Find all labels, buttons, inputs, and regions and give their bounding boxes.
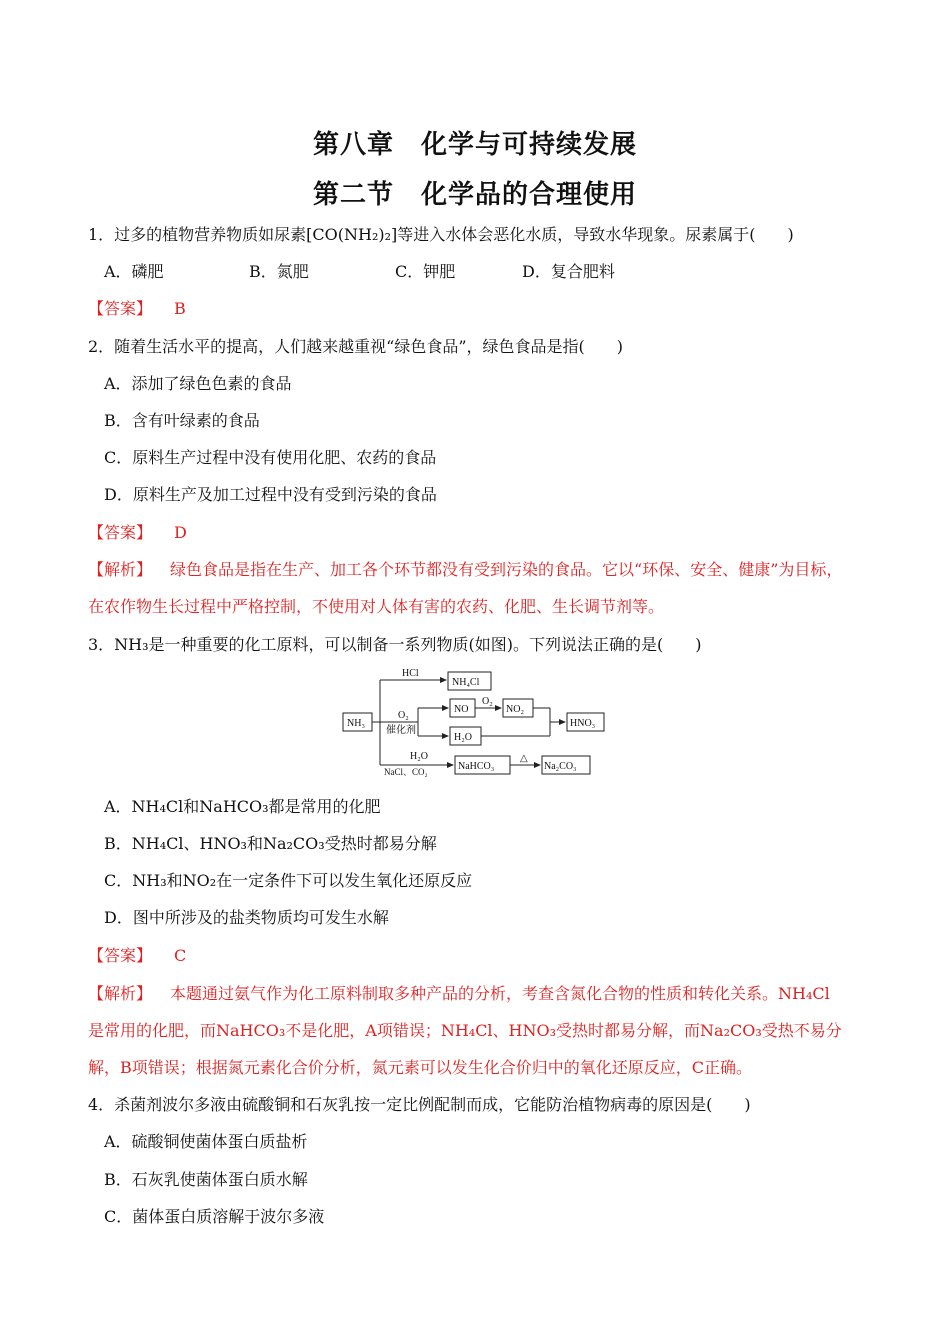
answer-value: C [174,946,187,965]
q3-explanation-line1 [88,983,878,1005]
explain-label: 【解析】 [88,560,153,579]
explain-text: 本题通过氨气作为化工原料制取多种产品的分析，考查含氮化合物的性质和转化关系。NH₄Cl [170,984,830,1003]
answer-label: 【答案】 [88,946,153,965]
q3-answer [88,945,186,967]
q1-option-c: C．钾肥 [395,262,456,281]
q3-option-a: A．NH₄Cl和NaHCO₃都是常用的化肥 [104,797,381,816]
hno3-label: HNO₃ [570,718,596,729]
q3-option-b: B．NH₄Cl、HNO₃和Na₂CO₃受热时都易分解 [104,834,437,853]
o2-label: O₂ [398,710,409,721]
answer-label: 【答案】 [88,299,153,318]
q2-option-c: C．原料生产过程中没有使用化肥、农药的食品 [104,448,437,467]
q3-explanation-line3: 解，B项错误；根据氮元素化合价分析，氮元素可以发生化合价归中的氧化还原反应，C正确。 [88,1058,753,1077]
nacl-co2-label: NaCl、CO₂ [384,767,428,777]
catalyst-label: 催化剂 [386,725,416,736]
answer-label: 【答案】 [88,523,153,542]
nh3-label: NH₃ [347,718,365,729]
q2-option-a: A．添加了绿色色素的食品 [104,374,292,393]
q2-option-b: B．含有叶绿素的食品 [104,411,260,430]
q1-answer [88,298,186,320]
answer-value: B [174,299,186,318]
q1-stem: 1．过多的植物营养物质如尿素[CO(NH₂)₂]等进入水体会恶化水质，导致水华现象。尿素属于( ) [88,225,794,244]
section-title: 第二节 化学品的合理使用 [312,180,637,210]
hcl-label: HCl [402,668,419,679]
na2co3-label: Na₂CO₃ [544,761,577,772]
q2-stem: 2．随着生活水平的提高，人们越来越重视“绿色食品”，绿色食品是指( ) [88,337,624,356]
h2o-reagent-label: H₂O [410,751,428,762]
no2-label: NO₂ [506,704,524,715]
q1-option-d: D．复合肥料 [522,262,615,281]
explain-text: 绿色食品是指在生产、加工各个环节都没有受到污染的食品。它以“环保、安全、健康”为目标， [170,560,843,579]
q2-answer [88,522,187,544]
q2-explanation-line2: 在农作物生长过程中严格控制，不使用对人体有害的农药、化肥、生长调节剂等。 [88,597,665,616]
q4-option-b: B．石灰乳使菌体蛋白质水解 [104,1170,308,1189]
q1-option-a: A．磷肥 [104,262,164,281]
chapter-title: 第八章 化学与可持续发展 [312,130,637,160]
answer-value: D [174,523,187,542]
q4-option-c: C．菌体蛋白质溶解于波尔多液 [104,1207,325,1226]
q3-option-d: D．图中所涉及的盐类物质均可发生水解 [104,908,389,927]
q4-option-a: A．硫酸铜使菌体蛋白质盐析 [104,1132,308,1151]
explain-label: 【解析】 [88,984,153,1003]
q2-explanation-line1 [88,559,878,581]
heat-label: △ [520,753,528,764]
q1-option-b: B．氮肥 [249,262,309,281]
h2o-label: H₂O [454,732,472,743]
reaction-diagram [340,664,610,779]
no-label: NO [454,704,469,715]
nh4cl-label: NH₄Cl [452,677,480,688]
q3-explanation-line2: 是常用的化肥，而NaHCO₃不是化肥，A项错误；NH₄Cl、HNO₃受热时都易分解，而Na₂CO₃受热不易分 [88,1021,842,1040]
q2-option-d: D．原料生产及加工过程中没有受到污染的食品 [104,485,437,504]
q3-stem: 3．NH₃是一种重要的化工原料，可以制备一系列物质(如图)。下列说法正确的是( ) [88,635,702,654]
q4-stem: 4．杀菌剂波尔多液由硫酸铜和石灰乳按一定比例配制而成，它能防治植物病毒的原因是( ) [88,1095,751,1114]
q3-option-c: C．NH₃和NO₂在一定条件下可以发生氧化还原反应 [104,871,473,890]
o2-arrow-label: O₂ [482,696,493,707]
nahco3-label: NaHCO₃ [458,761,495,772]
